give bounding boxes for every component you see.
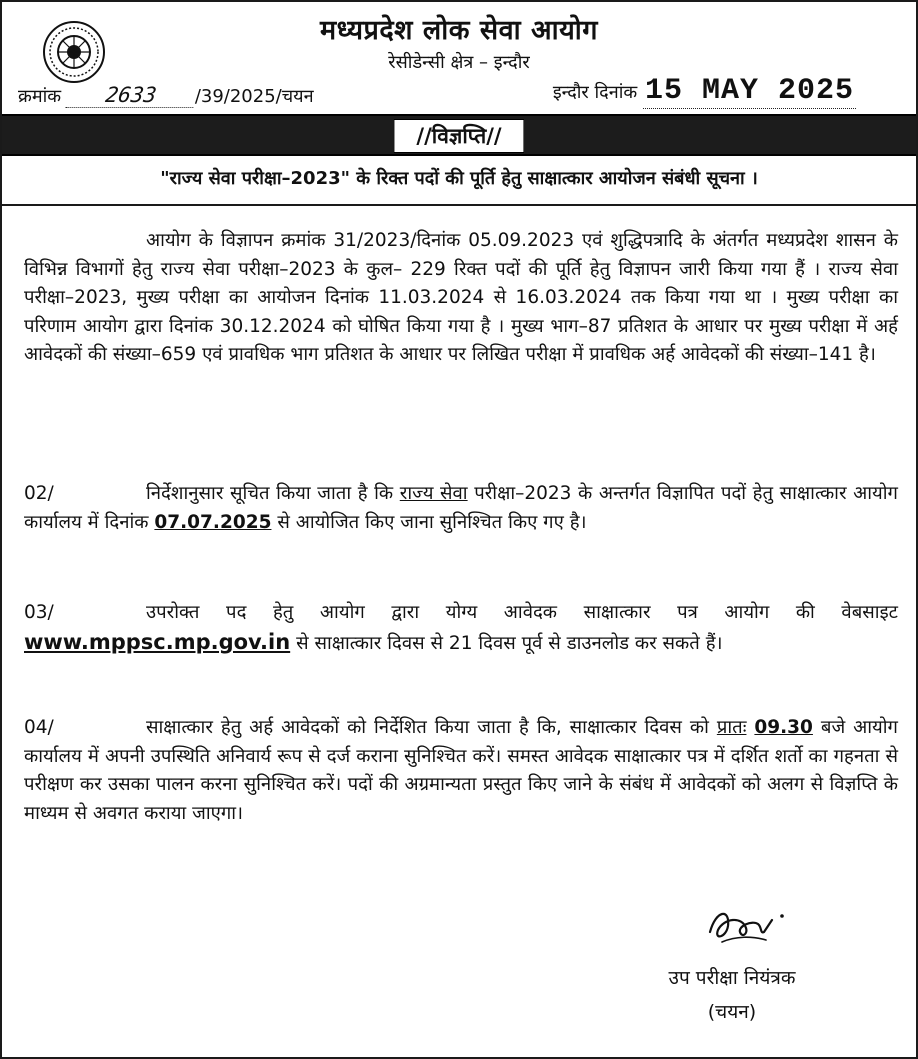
exam-name: राज्य सेवा <box>399 483 468 504</box>
subject-line: "राज्य सेवा परीक्षा–2023" के रिक्त पदों की पूर्ति हेतु साक्षात्कार आयोजन संबंधी सूचना । <box>160 168 758 189</box>
notice-title: //विज्ञप्ति// <box>393 119 524 153</box>
time-label: प्रातः <box>716 717 747 738</box>
org-title: मध्यप्रदेश लोक सेवा आयोग <box>320 15 598 46</box>
org-location: रेसीडेन्सी क्षेत्र – इन्दौर <box>388 52 530 73</box>
paragraph-2-text-a: निर्देशानुसार सूचित किया जाता है कि <box>146 483 394 504</box>
ref-number: 2633 <box>65 83 197 108</box>
paragraph-4 <box>24 714 898 828</box>
paragraph-number: 04/ <box>24 717 54 738</box>
interview-date: 07.07.2025 <box>154 511 272 533</box>
paragraph-3 <box>24 599 898 658</box>
subject-bar <box>2 154 916 206</box>
paragraph-1-text: आयोग के विज्ञापन क्रमांक 31/2023/दिनांक 05.09.2023 एवं शुद्धिपत्रादि के अंतर्गत मध्यप्रदेश शासन के विभिन्न विभागों हेतु राज्य सेवा परीक्षा–2023 के कुल– 229 रिक्त पदों की पूर्ति हेतु विज्ञापन जारी किया गया हैं । राज्य सेवा परीक्षा–2023, मुख्य परीक्षा का आयोजन दिनांक 11.03.2024 से 16.03.2024 तक किया गया था । मुख्य परीक्षा का परिणाम आयोग द्वारा दिनांक 30.12.2024 को घोषित किया गया है । मुख्य भाग–87 प्रतिशत के आधार पर मुख्य परीक्षा में अर्ह आवेदकों की संख्या–659 एवं प्रावधिक भाग प्रतिशत के आधार पर लिखित परीक्षा में प्रावधिक अर्ह आवेदकों की संख्या–141 है। <box>24 230 898 365</box>
paragraph-number: 03/ <box>24 602 54 623</box>
paragraph-4-text-b: बजे आयोग कार्यालय में अपनी उपस्थिति अनिवार्य रूप से दर्ज कराना सुनिश्चित करें। समस्त आवेदक साक्षात्कार पत्र में दर्शित शर्तो का गहनता से परीक्षण कर उसका पालन करना सुनिश्चित करें। पदों की अग्रमान्यता प्रस्तुत किए जाने के संबंध में आवेदकों को अलग से विज्ञप्ति के माध्यम से अवगत कराया जाएगा। <box>24 717 898 824</box>
ref-label: क्रमांक <box>18 86 62 107</box>
paragraph-number: 02/ <box>24 483 54 504</box>
paragraph-2-text-c: से आयोजित किए जाना सुनिश्चित किए गए है। <box>277 511 587 533</box>
signatory-title: उप परीक्षा नियंत्रक <box>668 967 796 989</box>
reference-date <box>553 74 856 108</box>
paragraph-1 <box>24 227 898 370</box>
signatory-dept: (चयन) <box>707 1001 757 1023</box>
paragraph-3-text-b: से साक्षात्कार दिवस से 21 दिवस पूर्व से डाउनलोड कर सकते हैं। <box>296 632 723 654</box>
paragraph-2 <box>24 480 898 537</box>
website-link[interactable]: www.mppsc.mp.gov.in <box>24 629 291 654</box>
handwritten-signature-icon <box>702 902 792 950</box>
paragraph-3-text-a: उपरोक्त पद हेतु आयोग द्वारा योग्य आवेदक साक्षात्कार पत्र आयोग की वेबसाइट <box>146 602 898 623</box>
reference-row <box>18 74 856 110</box>
reference-number <box>18 83 314 108</box>
ref-suffix: /39/2025/चयन <box>194 86 314 107</box>
date-label: इन्दौर दिनांक <box>552 82 638 103</box>
paragraph-4-text-a: साक्षात्कार हेतु अर्ह आवेदकों को निर्देशित किया जाता है कि, साक्षात्कार दिवस को <box>146 717 709 738</box>
reporting-time: 09.30 <box>754 717 813 738</box>
notice-title-bar <box>2 114 916 156</box>
paragraph-2-text-b: परीक्षा–2023 के अन्तर्गत विज्ञापित पदों हेतु साक्षात्कार आयोग कार्यालय में दिनांक <box>24 483 898 533</box>
date-stamp: 15 MAY 2025 <box>644 74 854 108</box>
